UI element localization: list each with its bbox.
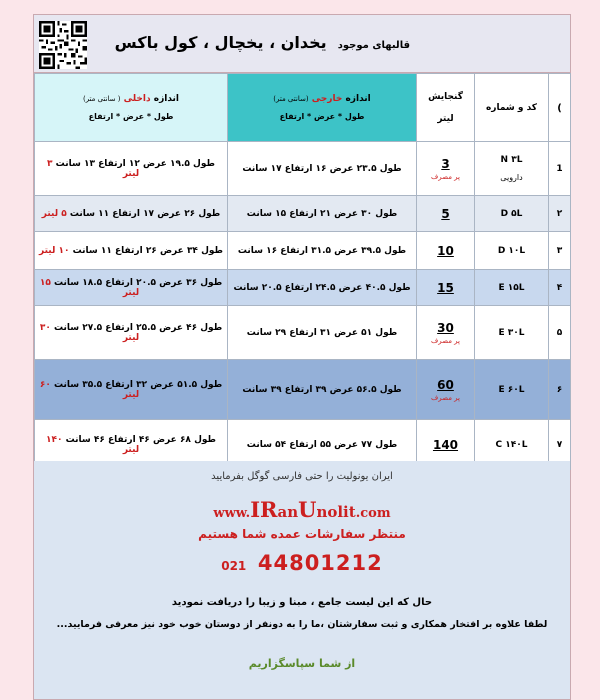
- thanks-message: از شما سپاسگزاریم: [248, 657, 356, 670]
- sheet-header: [34, 15, 570, 73]
- website-part: an: [277, 503, 299, 521]
- row-capacity: 5: [441, 206, 450, 221]
- row-index: ۳: [549, 232, 571, 270]
- row-code-cell: [475, 142, 549, 196]
- row-internal-liters: ۵ لیتر: [41, 208, 67, 219]
- col-external-label: اندازه: [345, 94, 371, 104]
- website-part: .com: [355, 506, 391, 521]
- col-internal-word: داخلی: [123, 94, 151, 104]
- website-part: nolit: [316, 503, 356, 521]
- col-external-word: خارجی: [311, 94, 343, 104]
- row-external-size: طول ۲۳.۵ عرض ۱۶ ارتفاع ۱۷ سانت: [228, 142, 417, 196]
- row-code-cell: [475, 232, 549, 270]
- row-code: D ۵L: [500, 208, 523, 219]
- website-part: www.: [213, 506, 251, 521]
- row-internal-liters: ۶۰ لیتر: [39, 379, 140, 400]
- col-internal-header: [35, 74, 228, 142]
- row-capacity: 10: [437, 243, 454, 258]
- website-part: U: [298, 497, 317, 522]
- row-external-size: طول ۳۹.۵ عرض ۳۱.۵ ارتفاع ۱۶ سانت: [228, 232, 417, 270]
- table-header-row: [35, 74, 571, 142]
- row-capacity-cell: [417, 196, 475, 232]
- col-external-note: (سانتی متر): [273, 95, 309, 103]
- row-index: ۷: [549, 420, 571, 470]
- products-table: [34, 73, 571, 470]
- phone-digits: 44801212: [257, 551, 383, 575]
- col-capacity-line1: گنجایش: [428, 91, 463, 102]
- row-internal-liters: ۳ لیتر: [47, 158, 140, 179]
- row-capacity: 15: [437, 280, 454, 295]
- row-internal-dims: طول ۳۴ عرض ۲۶ ارتفاع ۱۱ سانت: [72, 245, 223, 256]
- row-internal-size: [35, 196, 228, 232]
- row-internal-liters: ۱۰ لیتر: [39, 245, 70, 256]
- row-index: ۶: [549, 360, 571, 420]
- row-internal-dims: طول ۳۶ عرض ۲۰.۵ ارتفاع ۱۸.۵ سانت: [53, 277, 223, 288]
- row-internal-dims: طول ۶۸ عرض ۴۶ ارتفاع ۴۶ سانت: [65, 434, 216, 445]
- row-code-cell: [475, 270, 549, 306]
- row-capacity-cell: [417, 306, 475, 360]
- row-internal-size: [35, 232, 228, 270]
- footer-line-1: حال که این لیست جامع ، مبنا و زیبا را دریافت نمودید: [171, 597, 433, 608]
- row-capacity: 30: [437, 320, 454, 335]
- table-row: [35, 232, 571, 270]
- col-internal-note: ( سانتی متر): [82, 95, 121, 103]
- website-link[interactable]: [34, 497, 570, 522]
- row-capacity-cell: [417, 232, 475, 270]
- row-code: D ۱۰L: [497, 245, 526, 256]
- row-internal-liters: ۱۴۰ لیتر: [45, 434, 140, 455]
- col-external-header: [228, 74, 417, 142]
- website-part: IR: [250, 497, 278, 522]
- row-code: E ۱۵L: [498, 282, 525, 293]
- row-internal-dims: طول ۱۹.۵ عرض ۱۲ ارتفاع ۱۳ سانت: [55, 158, 215, 169]
- row-capacity-sub: پر مصرف: [431, 336, 460, 345]
- row-code-cell: [475, 196, 549, 232]
- footer-line-2: لطفا علاوه بر افتخار همکاری و ثبت سفارشتان ،ما را به دونفر از دوستان خوب خود نیز معرفی فرمایید...: [56, 619, 548, 630]
- row-internal-liters: ۱۵ لیتر: [39, 277, 140, 298]
- row-code-sub: دارویی: [500, 173, 523, 182]
- col-external-formula: طول * عرض * ارتفاع: [279, 112, 365, 121]
- row-external-size: طول ۴۰.۵ عرض ۲۴.۵ ارتفاع ۲۰.۵ سانت: [228, 270, 417, 306]
- row-index: 1: [549, 142, 571, 196]
- row-code-cell: [475, 306, 549, 360]
- row-external-size: طول ۷۷ عرض ۵۵ ارتفاع ۵۴ سانت: [228, 420, 417, 470]
- qr-code-icon: [39, 21, 87, 69]
- row-capacity: 60: [437, 377, 454, 392]
- row-code: E ۶۰L: [498, 384, 525, 395]
- title-prefix: قالبهای موجود: [337, 40, 410, 51]
- row-capacity-cell: [417, 270, 475, 306]
- row-code: E ۳۰L: [498, 327, 525, 338]
- row-index: ۴: [549, 270, 571, 306]
- row-internal-dims: طول ۴۶ عرض ۲۵.۵ ارتفاع ۲۷.۵ سانت: [53, 322, 223, 333]
- col-index-header: ): [549, 74, 571, 142]
- col-capacity-line2: لیتر: [437, 113, 454, 124]
- row-external-size: طول ۵۱ عرض ۳۱ ارتفاع ۲۹ سانت: [228, 306, 417, 360]
- page-title: [115, 33, 410, 52]
- footer-panel: [34, 461, 570, 699]
- table-row: [35, 270, 571, 306]
- phone-number[interactable]: [34, 551, 570, 575]
- row-code: C ۱۴۰L: [495, 439, 528, 450]
- row-capacity-cell: [417, 360, 475, 420]
- row-code: N ۳L: [500, 155, 523, 165]
- row-external-size: طول ۵۶.۵ عرض ۳۹ ارتفاع ۳۹ سانت: [228, 360, 417, 420]
- price-list-sheet: [33, 14, 571, 700]
- row-capacity: 140: [432, 437, 459, 452]
- row-capacity-sub: پر مصرف: [431, 393, 460, 402]
- row-internal-size: [35, 270, 228, 306]
- table-row: [35, 306, 571, 360]
- row-internal-liters: ۳۰ لیتر: [39, 322, 140, 343]
- table-row: [35, 360, 571, 420]
- table-row: [35, 142, 571, 196]
- col-internal-label: اندازه: [153, 94, 180, 104]
- row-external-size: طول ۳۰ عرض ۲۱ ارتفاع ۱۵ سانت: [228, 196, 417, 232]
- col-internal-formula: طول * عرض * ارتفاع: [88, 112, 174, 121]
- col-code-header: کد و شماره: [475, 74, 549, 142]
- row-internal-size: [35, 360, 228, 420]
- row-capacity-sub: پر مصرف: [431, 172, 460, 181]
- row-internal-dims: طول ۲۶ عرض ۱۷ ارتفاع ۱۱ سانت: [69, 208, 221, 219]
- title-main: یخدان ، یخچال ، کول باکس: [114, 33, 327, 52]
- search-hint: ایران یونولیت را حتی فارسی گوگل بفرمایید: [211, 471, 393, 482]
- row-code-cell: [475, 360, 549, 420]
- col-capacity-header: [417, 74, 475, 142]
- row-internal-size: [35, 306, 228, 360]
- bulk-order-message: منتظر سفارشات عمده شما هستیم: [198, 527, 406, 541]
- row-index: ۲: [549, 196, 571, 232]
- row-capacity-cell: [417, 142, 475, 196]
- row-capacity: 3: [441, 156, 450, 171]
- row-index: ۵: [549, 306, 571, 360]
- table-row: [35, 196, 571, 232]
- row-internal-dims: طول ۵۱.۵ عرض ۳۲ ارتفاع ۳۵.۵ سانت: [53, 379, 223, 390]
- row-internal-size: [35, 142, 228, 196]
- phone-prefix: 021: [221, 559, 247, 573]
